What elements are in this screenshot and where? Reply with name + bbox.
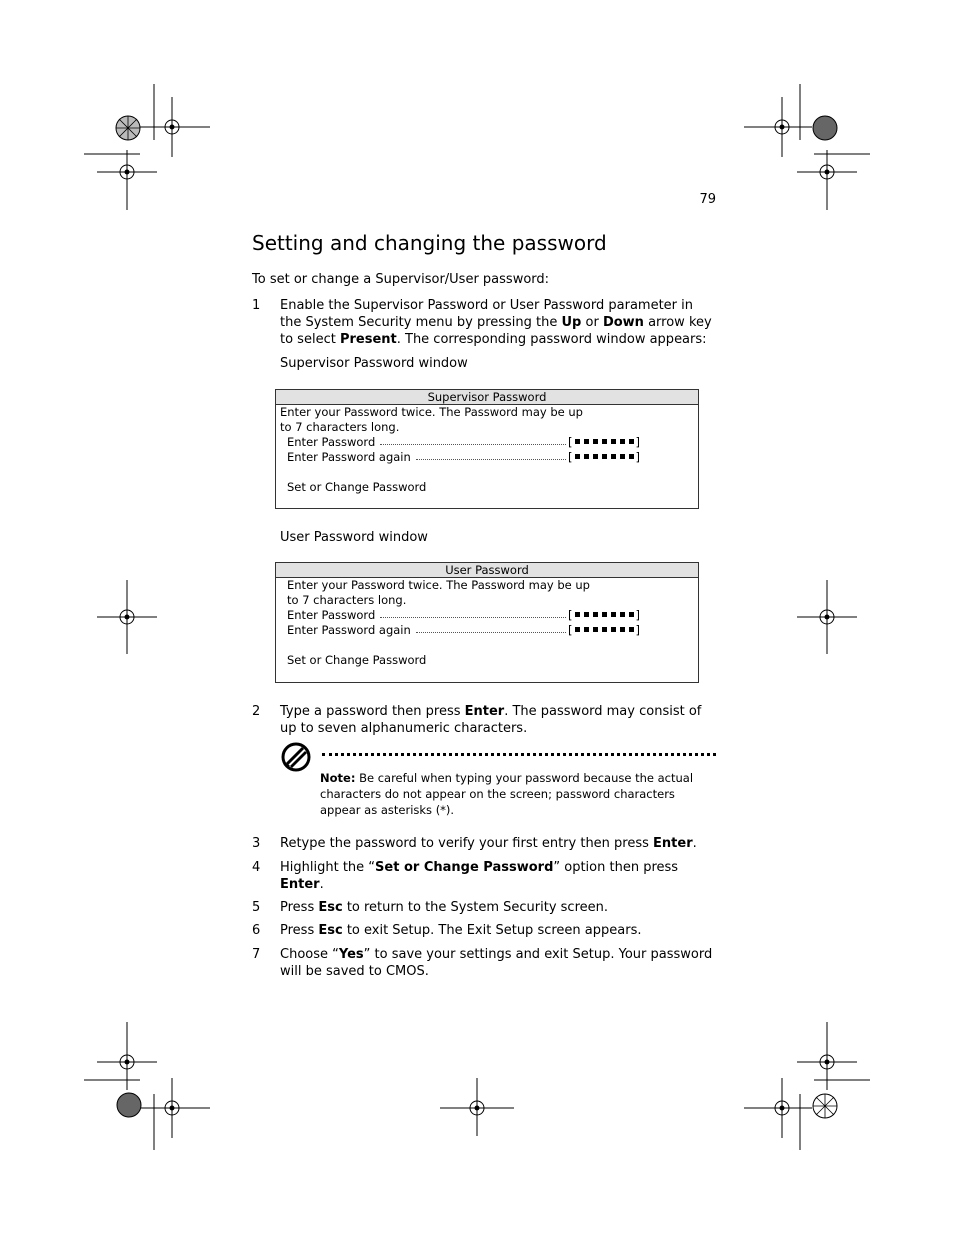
enter-password-label: Enter Password — [287, 435, 376, 449]
note-pencil-icon — [281, 742, 311, 772]
step-3: 3 Retype the password to verify your first entry then press Enter. — [252, 836, 697, 851]
set-or-change-password-option[interactable]: Set or Change Password — [287, 480, 427, 494]
window-title: Supervisor Password — [276, 390, 698, 405]
enter-password-again-label: Enter Password again — [287, 450, 411, 464]
enter-password-again-label: Enter Password again — [287, 623, 411, 637]
page-number: 79 — [699, 192, 716, 207]
note-divider — [322, 753, 716, 756]
enter-password-again-field[interactable]: [ ] — [568, 450, 640, 464]
step-number: 2 — [252, 704, 261, 719]
step-1: 1 Enable the Supervisor Password or User Password parameter in the System Security menu by pressing the Up or Down arrow key to select Present. The corresponding password window appears: — [252, 298, 712, 347]
step-6: 6 Press Esc to exit Setup. The Exit Setup screen appears. — [252, 923, 642, 938]
user-window-caption: User Password window — [280, 530, 428, 545]
step-number: 3 — [252, 836, 261, 851]
section-title: Setting and changing the password — [252, 231, 607, 255]
enter-password-field[interactable]: [ ] — [568, 608, 640, 622]
step-number: 5 — [252, 900, 261, 915]
enter-password-again-field[interactable]: [ ] — [568, 623, 640, 637]
note-text: Note: Be careful when typing your password because the actual characters do not appear on the screen; password characters appear as asterisks (*). — [320, 771, 694, 817]
instruction-line-1: Enter your Password twice. The Password may be up — [287, 578, 590, 592]
instruction-line-1: Enter your Password twice. The Password may be up — [280, 405, 583, 419]
step-number: 7 — [252, 947, 261, 962]
step-2: 2 Type a password then press Enter. The password may consist of up to seven alphanumeric characters. — [252, 704, 702, 736]
supervisor-window-caption: Supervisor Password window — [280, 356, 468, 371]
step-4: 4 Highlight the “Set or Change Password” option then press Enter. — [252, 860, 679, 892]
user-password-window — [275, 562, 699, 683]
step-number: 6 — [252, 923, 261, 938]
leader-dots — [416, 623, 566, 638]
step-7: 7 Choose “Yes” to save your settings and exit Setup. Your password will be saved to CMOS. — [252, 947, 713, 979]
intro-text: To set or change a Supervisor/User password: — [252, 272, 550, 287]
instruction-line-2: to 7 characters long. — [280, 420, 400, 434]
leader-dots — [380, 435, 566, 450]
leader-dots — [380, 608, 566, 623]
enter-password-field[interactable]: [ ] — [568, 435, 640, 449]
window-title: User Password — [276, 563, 698, 578]
step-number: 1 — [252, 298, 261, 313]
step-number: 4 — [252, 860, 261, 875]
leader-dots — [416, 450, 566, 465]
enter-password-label: Enter Password — [287, 608, 376, 622]
step-5: 5 Press Esc to return to the System Security screen. — [252, 900, 609, 915]
instruction-line-2: to 7 characters long. — [287, 593, 407, 607]
set-or-change-password-option[interactable]: Set or Change Password — [287, 653, 427, 667]
supervisor-password-window — [275, 389, 699, 509]
